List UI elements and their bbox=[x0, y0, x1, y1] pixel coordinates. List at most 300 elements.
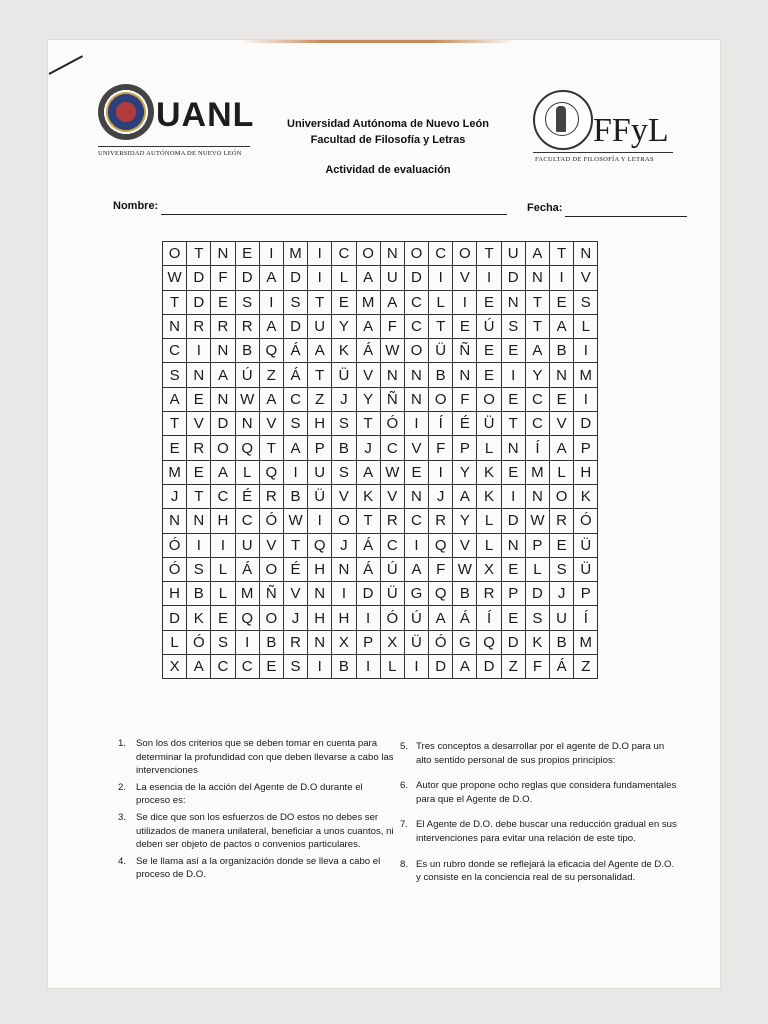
grid-cell: A bbox=[260, 388, 284, 412]
grid-cell: K bbox=[574, 485, 598, 509]
grid-cell: Ü bbox=[405, 631, 429, 655]
grid-cell: Ñ bbox=[381, 388, 405, 412]
grid-cell: R bbox=[211, 315, 235, 339]
grid-cell: N bbox=[211, 339, 235, 363]
grid-cell: D bbox=[357, 582, 381, 606]
ffyl-logo-subtitle: FACULTAD DE FILOSOFÍA Y LETRAS bbox=[535, 156, 654, 163]
grid-cell: R bbox=[429, 509, 453, 533]
grid-cell: D bbox=[211, 412, 235, 436]
grid-cell: Á bbox=[357, 339, 381, 363]
grid-cell: R bbox=[550, 509, 574, 533]
grid-cell: O bbox=[405, 242, 429, 266]
grid-cell: J bbox=[284, 606, 308, 630]
grid-cell: P bbox=[526, 534, 550, 558]
grid-cell: E bbox=[187, 461, 211, 485]
grid-cell: T bbox=[308, 363, 332, 387]
grid-cell: N bbox=[502, 291, 526, 315]
grid-cell: Q bbox=[260, 461, 284, 485]
grid-cell: M bbox=[284, 242, 308, 266]
grid-cell: A bbox=[284, 436, 308, 460]
grid-cell: N bbox=[453, 363, 477, 387]
grid-cell: R bbox=[284, 631, 308, 655]
grid-cell: W bbox=[381, 461, 405, 485]
clue-item bbox=[400, 779, 680, 806]
grid-cell: M bbox=[163, 461, 187, 485]
grid-cell: C bbox=[284, 388, 308, 412]
grid-cell: I bbox=[357, 606, 381, 630]
grid-cell: H bbox=[574, 461, 598, 485]
grid-cell: Á bbox=[453, 606, 477, 630]
date-field[interactable] bbox=[565, 216, 687, 217]
clue-number: 2. bbox=[118, 781, 127, 793]
grid-cell: B bbox=[429, 363, 453, 387]
grid-cell: O bbox=[163, 242, 187, 266]
grid-cell: E bbox=[211, 291, 235, 315]
grid-cell: E bbox=[502, 558, 526, 582]
grid-cell: S bbox=[187, 558, 211, 582]
grid-cell: X bbox=[332, 631, 356, 655]
grid-cell: Y bbox=[453, 509, 477, 533]
clue-number: 4. bbox=[118, 855, 127, 867]
grid-cell: A bbox=[453, 485, 477, 509]
grid-cell: A bbox=[405, 558, 429, 582]
grid-cell: D bbox=[284, 315, 308, 339]
grid-cell: O bbox=[332, 509, 356, 533]
grid-cell: I bbox=[357, 655, 381, 679]
grid-cell: Ü bbox=[308, 485, 332, 509]
grid-cell: B bbox=[187, 582, 211, 606]
grid-cell: N bbox=[381, 242, 405, 266]
grid-cell: R bbox=[187, 315, 211, 339]
grid-cell: V bbox=[357, 363, 381, 387]
grid-cell: M bbox=[574, 363, 598, 387]
ffyl-logo bbox=[533, 90, 683, 170]
grid-cell: L bbox=[332, 266, 356, 290]
grid-cell: E bbox=[187, 388, 211, 412]
grid-cell: B bbox=[332, 436, 356, 460]
grid-cell: L bbox=[211, 582, 235, 606]
grid-cell: T bbox=[526, 291, 550, 315]
grid-cell: I bbox=[308, 655, 332, 679]
grid-cell: F bbox=[211, 266, 235, 290]
grid-cell: N bbox=[211, 242, 235, 266]
top-color-strip bbox=[240, 40, 516, 43]
grid-cell: V bbox=[381, 485, 405, 509]
grid-cell: T bbox=[187, 242, 211, 266]
grid-cell: N bbox=[381, 363, 405, 387]
grid-cell: T bbox=[163, 412, 187, 436]
clue-item bbox=[118, 811, 396, 852]
grid-cell: K bbox=[332, 339, 356, 363]
grid-cell: O bbox=[260, 558, 284, 582]
grid-cell: D bbox=[187, 291, 211, 315]
grid-cell: É bbox=[236, 485, 260, 509]
grid-cell: J bbox=[332, 388, 356, 412]
grid-cell: Ü bbox=[381, 582, 405, 606]
grid-cell: G bbox=[405, 582, 429, 606]
grid-cell: C bbox=[163, 339, 187, 363]
grid-cell: C bbox=[526, 388, 550, 412]
clues-left-column bbox=[118, 737, 396, 885]
grid-cell: Q bbox=[260, 339, 284, 363]
grid-cell: Ó bbox=[163, 558, 187, 582]
grid-cell: R bbox=[477, 582, 501, 606]
grid-cell: Z bbox=[308, 388, 332, 412]
grid-cell: U bbox=[502, 242, 526, 266]
grid-cell: S bbox=[332, 461, 356, 485]
grid-cell: V bbox=[550, 412, 574, 436]
grid-cell: I bbox=[308, 266, 332, 290]
grid-cell: T bbox=[357, 509, 381, 533]
clue-item bbox=[400, 858, 680, 885]
grid-cell: K bbox=[477, 461, 501, 485]
grid-cell: A bbox=[211, 363, 235, 387]
grid-cell: L bbox=[211, 558, 235, 582]
grid-cell: Á bbox=[284, 363, 308, 387]
grid-cell: J bbox=[429, 485, 453, 509]
name-field[interactable] bbox=[161, 214, 507, 215]
grid-cell: I bbox=[260, 242, 284, 266]
grid-cell: T bbox=[477, 242, 501, 266]
grid-cell: R bbox=[187, 436, 211, 460]
grid-cell: V bbox=[405, 436, 429, 460]
grid-cell: O bbox=[211, 436, 235, 460]
grid-cell: Ü bbox=[332, 363, 356, 387]
grid-cell: W bbox=[381, 339, 405, 363]
grid-cell: Ü bbox=[429, 339, 453, 363]
grid-cell: P bbox=[453, 436, 477, 460]
grid-cell: C bbox=[405, 509, 429, 533]
grid-cell: O bbox=[477, 388, 501, 412]
grid-cell: C bbox=[526, 412, 550, 436]
grid-cell: E bbox=[502, 339, 526, 363]
grid-cell: Q bbox=[236, 436, 260, 460]
grid-cell: D bbox=[502, 631, 526, 655]
grid-cell: N bbox=[405, 388, 429, 412]
grid-cell: Ó bbox=[260, 509, 284, 533]
clue-item bbox=[400, 818, 680, 845]
clue-number: 3. bbox=[118, 811, 127, 823]
grid-cell: I bbox=[308, 509, 332, 533]
grid-cell: F bbox=[429, 436, 453, 460]
grid-cell: X bbox=[477, 558, 501, 582]
grid-cell: Z bbox=[260, 363, 284, 387]
grid-cell: Y bbox=[332, 315, 356, 339]
clue-text: Se dice que son los esfuerzos de DO estos no debes ser utilizados de manera unilateral, beneficiar a unos cuantos, ni deben ser objeto de pactos o convenios particulares. bbox=[136, 811, 394, 851]
grid-cell: N bbox=[502, 534, 526, 558]
grid-cell: U bbox=[236, 534, 260, 558]
grid-cell: L bbox=[381, 655, 405, 679]
grid-cell: X bbox=[381, 631, 405, 655]
name-date-row bbox=[113, 200, 673, 220]
grid-cell: Ú bbox=[236, 363, 260, 387]
ffyl-logo-rule bbox=[533, 152, 673, 153]
pen-mark bbox=[49, 55, 83, 75]
grid-cell: Ú bbox=[381, 558, 405, 582]
grid-cell: A bbox=[526, 242, 550, 266]
grid-cell: Ú bbox=[405, 606, 429, 630]
grid-cell: V bbox=[453, 266, 477, 290]
grid-cell: T bbox=[526, 315, 550, 339]
grid-cell: J bbox=[550, 582, 574, 606]
grid-cell: N bbox=[308, 582, 332, 606]
grid-cell: Ó bbox=[429, 631, 453, 655]
grid-cell: A bbox=[550, 436, 574, 460]
grid-cell: É bbox=[284, 558, 308, 582]
clues-right-column bbox=[400, 740, 680, 897]
grid-cell: N bbox=[574, 242, 598, 266]
grid-cell: V bbox=[260, 534, 284, 558]
grid-cell: A bbox=[357, 461, 381, 485]
grid-cell: E bbox=[502, 388, 526, 412]
grid-cell: O bbox=[357, 242, 381, 266]
grid-cell: E bbox=[236, 242, 260, 266]
grid-cell: V bbox=[574, 266, 598, 290]
grid-cell: V bbox=[284, 582, 308, 606]
grid-cell: H bbox=[308, 412, 332, 436]
grid-cell: A bbox=[550, 315, 574, 339]
grid-cell: B bbox=[550, 631, 574, 655]
grid-cell: A bbox=[211, 461, 235, 485]
grid-cell: Q bbox=[429, 582, 453, 606]
grid-cell: D bbox=[405, 266, 429, 290]
grid-cell: P bbox=[502, 582, 526, 606]
grid-cell: K bbox=[477, 485, 501, 509]
grid-cell: I bbox=[429, 266, 453, 290]
grid-cell: Ó bbox=[574, 509, 598, 533]
grid-cell: Á bbox=[550, 655, 574, 679]
grid-cell: I bbox=[187, 534, 211, 558]
grid-cell: C bbox=[381, 534, 405, 558]
clue-number: 8. bbox=[400, 858, 409, 870]
grid-cell: K bbox=[187, 606, 211, 630]
grid-cell: U bbox=[550, 606, 574, 630]
grid-cell: S bbox=[284, 291, 308, 315]
grid-cell: H bbox=[308, 558, 332, 582]
clue-number: 6. bbox=[400, 780, 409, 792]
grid-cell: I bbox=[187, 339, 211, 363]
grid-cell: H bbox=[211, 509, 235, 533]
grid-cell: L bbox=[574, 315, 598, 339]
grid-cell: T bbox=[260, 436, 284, 460]
grid-cell: I bbox=[574, 339, 598, 363]
grid-cell: B bbox=[284, 485, 308, 509]
grid-cell: Ú bbox=[477, 315, 501, 339]
grid-cell: W bbox=[163, 266, 187, 290]
grid-cell: D bbox=[284, 266, 308, 290]
grid-cell: M bbox=[574, 631, 598, 655]
grid-cell: W bbox=[236, 388, 260, 412]
grid-cell: B bbox=[550, 339, 574, 363]
grid-cell: C bbox=[405, 315, 429, 339]
grid-cell: D bbox=[236, 266, 260, 290]
grid-cell: Ñ bbox=[453, 339, 477, 363]
grid-cell: Ñ bbox=[260, 582, 284, 606]
grid-cell: L bbox=[236, 461, 260, 485]
uanl-logo-subtitle: UNIVERSIDAD AUTÓNOMA DE NUEVO LEÓN bbox=[98, 150, 242, 157]
grid-cell: L bbox=[477, 534, 501, 558]
grid-cell: E bbox=[502, 461, 526, 485]
grid-cell: P bbox=[308, 436, 332, 460]
grid-cell: E bbox=[550, 291, 574, 315]
grid-cell: A bbox=[526, 339, 550, 363]
grid-cell: R bbox=[260, 485, 284, 509]
grid-cell: E bbox=[502, 606, 526, 630]
grid-cell: C bbox=[429, 242, 453, 266]
grid-cell: Í bbox=[526, 436, 550, 460]
grid-cell: U bbox=[308, 461, 332, 485]
grid-cell: T bbox=[550, 242, 574, 266]
grid-cell: H bbox=[163, 582, 187, 606]
grid-cell: Y bbox=[357, 388, 381, 412]
grid-cell: C bbox=[236, 655, 260, 679]
grid-cell: U bbox=[308, 315, 332, 339]
grid-cell: D bbox=[574, 412, 598, 436]
grid-cell: Í bbox=[429, 412, 453, 436]
grid-cell: O bbox=[550, 485, 574, 509]
word-search-grid bbox=[162, 241, 598, 679]
grid-cell: E bbox=[163, 436, 187, 460]
grid-cell: Q bbox=[429, 534, 453, 558]
grid-cell: R bbox=[381, 509, 405, 533]
grid-cell: I bbox=[405, 412, 429, 436]
grid-cell: S bbox=[163, 363, 187, 387]
grid-cell: N bbox=[526, 266, 550, 290]
grid-cell: S bbox=[284, 412, 308, 436]
grid-cell: B bbox=[453, 582, 477, 606]
grid-cell: C bbox=[211, 655, 235, 679]
grid-cell: S bbox=[211, 631, 235, 655]
grid-cell: N bbox=[550, 363, 574, 387]
clue-text: Se le llama así a la organización donde se lleva a cabo el proceso de D.O. bbox=[136, 855, 381, 881]
grid-cell: T bbox=[187, 485, 211, 509]
grid-cell: F bbox=[453, 388, 477, 412]
grid-cell: I bbox=[260, 291, 284, 315]
grid-cell: D bbox=[163, 606, 187, 630]
grid-cell: Ó bbox=[381, 412, 405, 436]
grid-cell: N bbox=[163, 509, 187, 533]
name-label: Nombre: bbox=[113, 200, 159, 212]
grid-cell: K bbox=[526, 631, 550, 655]
grid-cell: S bbox=[284, 655, 308, 679]
grid-cell: A bbox=[187, 655, 211, 679]
grid-cell: Z bbox=[574, 655, 598, 679]
grid-cell: F bbox=[381, 315, 405, 339]
grid-cell: Á bbox=[357, 534, 381, 558]
uanl-logo-rule bbox=[98, 146, 250, 147]
grid-cell: V bbox=[332, 485, 356, 509]
grid-cell: H bbox=[308, 606, 332, 630]
grid-cell: N bbox=[211, 388, 235, 412]
grid-cell: S bbox=[550, 558, 574, 582]
grid-cell: I bbox=[453, 291, 477, 315]
grid-cell: D bbox=[526, 582, 550, 606]
grid-cell: C bbox=[405, 291, 429, 315]
uanl-logo bbox=[98, 84, 268, 164]
grid-cell: L bbox=[429, 291, 453, 315]
grid-cell: S bbox=[502, 315, 526, 339]
grid-cell: R bbox=[236, 315, 260, 339]
grid-cell: B bbox=[236, 339, 260, 363]
grid-cell: I bbox=[477, 266, 501, 290]
clue-item bbox=[400, 740, 680, 767]
grid-cell: C bbox=[332, 242, 356, 266]
grid-cell: H bbox=[332, 606, 356, 630]
grid-cell: Ü bbox=[574, 534, 598, 558]
grid-cell: Ó bbox=[381, 606, 405, 630]
grid-cell: T bbox=[357, 412, 381, 436]
grid-cell: I bbox=[332, 582, 356, 606]
grid-cell: F bbox=[429, 558, 453, 582]
clue-text: La esencia de la acción del Agente de D.O durante el proceso es: bbox=[136, 781, 363, 807]
grid-cell: T bbox=[502, 412, 526, 436]
grid-cell: I bbox=[236, 631, 260, 655]
grid-cell: Ü bbox=[477, 412, 501, 436]
grid-cell: W bbox=[284, 509, 308, 533]
grid-cell: P bbox=[574, 436, 598, 460]
clue-number: 5. bbox=[400, 741, 409, 752]
grid-cell: A bbox=[260, 266, 284, 290]
grid-cell: L bbox=[477, 436, 501, 460]
clue-text: Son los dos criterios que se deben tomar en cuenta para determinar la profundidad con que deben llevarse a cabo las intervenciones bbox=[136, 738, 394, 777]
grid-cell: M bbox=[357, 291, 381, 315]
grid-cell: O bbox=[405, 339, 429, 363]
grid-cell: A bbox=[163, 388, 187, 412]
grid-cell: T bbox=[429, 315, 453, 339]
clue-text: Es un rubro donde se reflejará la eficacia del Agente de D.O. y consiste en la conciencia real de su personalidad. bbox=[416, 858, 675, 884]
grid-cell: E bbox=[550, 534, 574, 558]
grid-cell: N bbox=[502, 436, 526, 460]
grid-cell: X bbox=[163, 655, 187, 679]
grid-cell: B bbox=[260, 631, 284, 655]
grid-cell: S bbox=[332, 412, 356, 436]
grid-cell: Q bbox=[477, 631, 501, 655]
grid-cell: D bbox=[502, 266, 526, 290]
grid-cell: J bbox=[332, 534, 356, 558]
grid-cell: Y bbox=[526, 363, 550, 387]
grid-cell: I bbox=[211, 534, 235, 558]
grid-cell: É bbox=[453, 412, 477, 436]
clue-item bbox=[118, 781, 396, 808]
grid-cell: I bbox=[308, 242, 332, 266]
grid-cell: E bbox=[550, 388, 574, 412]
grid-cell: Ü bbox=[574, 558, 598, 582]
grid-cell: E bbox=[453, 315, 477, 339]
grid-cell: J bbox=[357, 436, 381, 460]
grid-cell: M bbox=[236, 582, 260, 606]
grid-cell: A bbox=[381, 291, 405, 315]
clue-item bbox=[118, 737, 396, 778]
grid-cell: P bbox=[574, 582, 598, 606]
grid-cell: N bbox=[163, 315, 187, 339]
activity-title: Actividad de evaluación bbox=[325, 164, 451, 176]
grid-cell: A bbox=[357, 315, 381, 339]
grid-cell: S bbox=[236, 291, 260, 315]
grid-cell: N bbox=[405, 363, 429, 387]
grid-cell: L bbox=[550, 461, 574, 485]
grid-cell: S bbox=[526, 606, 550, 630]
grid-cell: J bbox=[163, 485, 187, 509]
grid-cell: I bbox=[502, 485, 526, 509]
grid-cell: V bbox=[187, 412, 211, 436]
grid-cell: Q bbox=[308, 534, 332, 558]
clue-text: Tres conceptos a desarrollar por el agente de D.O para un alto sentido personal de sus propios principios: bbox=[416, 741, 665, 766]
grid-cell: Z bbox=[502, 655, 526, 679]
grid-cell: V bbox=[453, 534, 477, 558]
grid-cell: E bbox=[405, 461, 429, 485]
grid-cell: W bbox=[526, 509, 550, 533]
grid-cell: K bbox=[357, 485, 381, 509]
